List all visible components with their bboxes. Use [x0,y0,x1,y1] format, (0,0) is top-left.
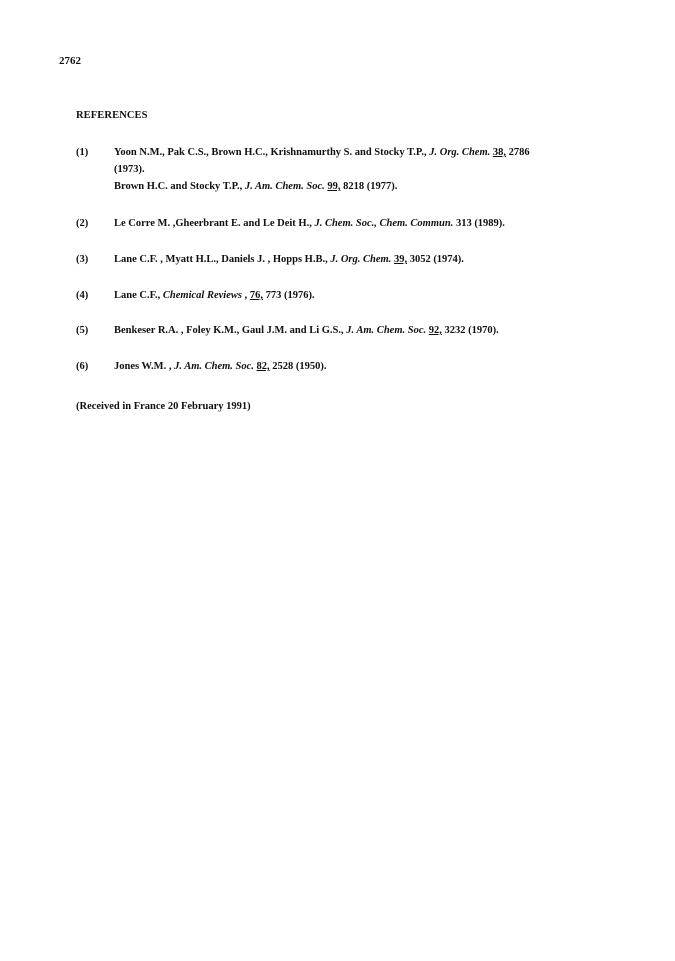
reference-number: (5) [76,325,89,336]
reference-item [76,358,616,375]
reference-body [114,287,616,304]
reference-item [76,215,616,232]
reference-number: (6) [76,361,89,372]
journal-volume: 39, [393,254,408,265]
reference-pages: 3052 (1974). [407,254,464,265]
journal-name: J. Am. Chem. Soc. [174,361,254,372]
reference-body [114,358,616,375]
journal-name: J. Org. Chem. [330,254,392,265]
reference-pages: 2786 [505,147,530,158]
reference-body [114,322,616,339]
reference-pages: 773 (1976). [262,290,315,301]
reference-authors: Le Corre M. ,Gheerbrant E. and Le Deit H., [114,218,315,229]
reference-pages: 313 (1989). [453,218,505,229]
reference-authors: Jones W.M. , [114,361,175,372]
journal-volume: 99, [327,181,341,192]
reference-separator: , [241,290,250,301]
journal-name: J. Org. Chem. [429,147,491,158]
reference-pages: 2528 (1950). [269,361,327,372]
journal-volume: 76, [249,290,263,301]
journal-name: J. Am. Chem. Soc. [244,181,325,192]
reference-line [114,322,616,339]
reference-line [114,215,616,232]
reference-line [114,287,616,304]
reference-line [114,251,616,268]
reference-authors: Benkeser R.A. , Foley K.M., Gaul J.M. and Li G.S., [114,325,347,336]
journal-volume: 92, [428,325,442,336]
reference-authors: Brown H.C. and Stocky T.P., [114,181,245,192]
reference-number: (4) [76,290,89,301]
reference-item [76,287,616,304]
reference-item [76,144,616,195]
reference-body [114,144,616,195]
reference-item [76,322,616,339]
reference-number: (2) [76,218,89,229]
journal-name: J. Am. Chem. Soc. [346,325,427,336]
reference-body [114,215,616,232]
reference-authors: Lane C.F. , Myatt H.L., Daniels J. , Hopps H.B., [114,254,331,265]
journal-volume: 38, [492,147,506,158]
journal-name: J. Chem. Soc., Chem. Commun. [314,218,454,229]
reference-number: (3) [76,254,89,265]
reference-number: (1) [76,147,89,158]
journal-name: Chemical Reviews [162,290,242,301]
journal-volume: 82, [256,361,270,372]
page-number: 2762 [59,55,81,67]
reference-pages: 8218 (1977). [340,181,398,192]
reference-authors: Yoon N.M., Pak C.S., Brown H.C., Krishnamurthy S. and Stocky T.P., [114,147,430,158]
reference-line [114,358,616,375]
reference-pages: 3232 (1970). [441,325,499,336]
reference-line [114,178,616,195]
reference-authors: Lane C.F., [114,290,163,301]
received-note: (Received in France 20 February 1991) [76,401,251,412]
references-heading: REFERENCES [76,110,148,121]
reference-body [114,251,616,268]
reference-year: (1973). [114,164,145,175]
reference-line [114,161,616,178]
reference-line [114,144,616,161]
reference-item [76,251,616,268]
